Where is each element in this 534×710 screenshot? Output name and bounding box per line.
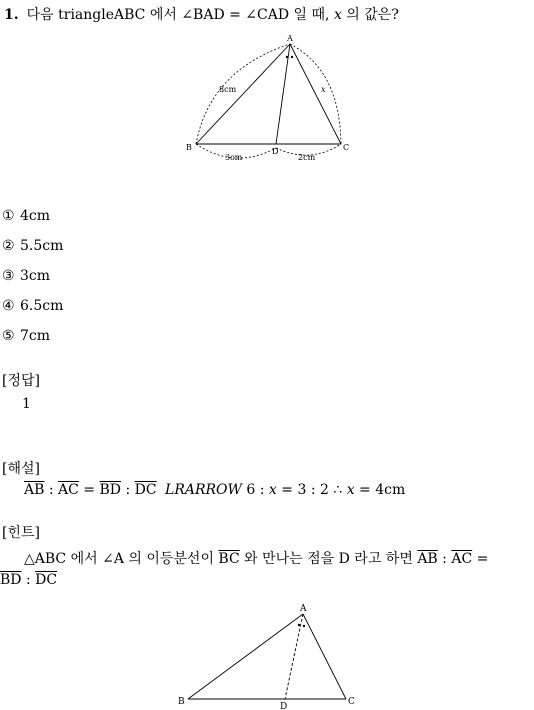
seg-bc: $\overline{BC}$ — [218, 551, 240, 567]
seg-ab: $\overline{AB}$ — [24, 482, 45, 498]
triangle-figure-2 — [170, 598, 360, 710]
explanation-line — [24, 482, 405, 498]
question-var: x — [333, 7, 342, 23]
label-bd-length: 3cm — [225, 153, 243, 162]
colon: : — [121, 482, 135, 498]
hint-text-b: 와 만나는 점을 D 라고 하면 — [239, 551, 418, 567]
label-ac-length: x — [321, 85, 326, 94]
hint-text-a: △ABC 에서 ∠A 의 이등분선이 — [24, 551, 219, 567]
seg-bd: $\overline{BD}$ — [99, 482, 122, 498]
label-b: B — [186, 143, 192, 152]
side-ac — [290, 44, 341, 144]
angle-mark-1 — [286, 56, 288, 58]
choice-3[interactable] — [2, 268, 50, 284]
explanation-result: = 4cm — [354, 482, 406, 498]
question-suffix: 의 값은? — [341, 7, 399, 23]
choice-1-text: 4cm — [20, 208, 51, 224]
label-b: B — [178, 697, 185, 707]
seg-dc: $\overline{DC}$ — [134, 482, 157, 498]
colon: : — [21, 572, 36, 588]
hint-line-2 — [0, 572, 57, 588]
triangle-figure-1 — [180, 30, 355, 165]
bisector-ad — [285, 614, 303, 699]
angle-mark-2 — [303, 625, 305, 627]
choice-3-text: 3cm — [20, 268, 51, 284]
choice-1-mark: ① — [2, 208, 15, 224]
bisector-ad — [276, 44, 290, 144]
label-d: D — [280, 702, 288, 710]
seg-ab: $\overline{AB}$ — [417, 551, 438, 567]
answer-value: 1 — [22, 396, 31, 412]
equals: = — [78, 482, 100, 498]
label-d: D — [272, 147, 279, 156]
side-ab — [188, 614, 303, 699]
choice-2-mark: ② — [2, 238, 15, 254]
side-ab — [196, 44, 290, 144]
equals: = — [472, 551, 489, 567]
label-c: C — [343, 143, 350, 152]
answer-label: [정답] — [2, 373, 40, 389]
hint-label: [힌트] — [2, 525, 40, 541]
seg-ac: $\overline{AC}$ — [58, 482, 79, 498]
question — [4, 4, 399, 24]
colon: : — [437, 551, 452, 567]
choice-2-text: 5.5cm — [20, 238, 64, 254]
colon: : — [44, 482, 59, 498]
question-number: 1. — [4, 7, 19, 23]
seg-ac: $\overline{AC}$ — [451, 551, 473, 567]
hint-line-1 — [24, 548, 488, 568]
label-c: C — [348, 697, 355, 707]
choice-4[interactable] — [2, 298, 63, 314]
choice-5-text: 7cm — [20, 328, 51, 344]
label-ab-length: 8cm — [219, 85, 237, 94]
label-a: A — [300, 604, 307, 614]
angle-mark-2 — [291, 56, 293, 58]
seg-dc: $\overline{DC}$ — [35, 572, 58, 588]
question-prefix: 다음 triangleABC 에서 ∠BAD = ∠CAD 일 때, — [26, 7, 334, 23]
choice-5-mark: ⑤ — [2, 328, 15, 344]
choice-3-mark: ③ — [2, 268, 15, 284]
var-x: x — [346, 482, 355, 498]
seg-bd: $\overline{BD}$ — [0, 572, 22, 588]
label-a: A — [287, 34, 293, 43]
choice-4-text: 6.5cm — [20, 298, 64, 314]
choice-2[interactable] — [2, 238, 63, 254]
label-dc-length: 2cm — [298, 153, 316, 162]
side-ac — [303, 614, 346, 699]
choice-5[interactable] — [2, 328, 50, 344]
explanation-rest: 6 : — [241, 482, 269, 498]
angle-mark-1 — [298, 624, 300, 626]
explanation-rest2: = 3 : 2 ∴ — [276, 482, 347, 498]
choice-4-mark: ④ — [2, 298, 15, 314]
explanation-label: [해설] — [2, 461, 40, 477]
choice-1[interactable] — [2, 208, 50, 224]
var-x: x — [268, 482, 277, 498]
arrow-text: LRARROW — [165, 482, 242, 498]
